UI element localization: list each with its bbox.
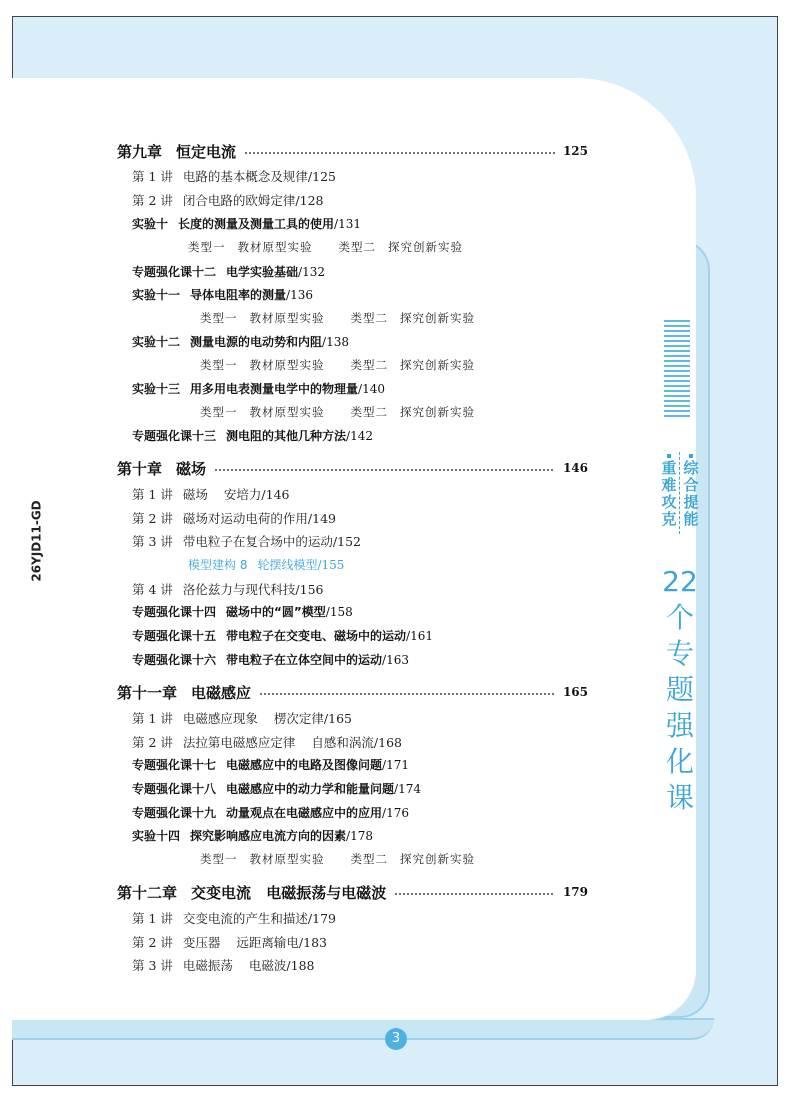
- chapter-page: 165: [562, 685, 588, 699]
- toc-entry[interactable]: [132, 956, 315, 974]
- entry-label: 模型建构 8: [188, 558, 248, 572]
- toc-entry[interactable]: [132, 651, 409, 668]
- side-char: 克: [661, 510, 677, 528]
- type-label: 类型二: [350, 405, 388, 419]
- type-label: 类型一: [200, 311, 238, 325]
- entry-label: 专题强化课十六: [132, 653, 217, 667]
- entry-label: 第 1 讲: [132, 487, 173, 502]
- big-title-char: 题: [665, 673, 694, 706]
- page-number: 3: [385, 1028, 407, 1050]
- entry-page: /171: [382, 758, 409, 772]
- toc-entry[interactable]: [132, 709, 352, 727]
- toc-entry[interactable]: [132, 756, 409, 773]
- entry-title: 动量观点在电磁感应中的应用: [226, 806, 383, 820]
- chapter-number: 第九章: [117, 142, 163, 161]
- leader-dots: [214, 469, 555, 471]
- side-char: 综: [683, 459, 699, 477]
- entry-label: 实验十一: [132, 288, 181, 302]
- toc-entry[interactable]: [132, 215, 361, 232]
- chapter-title: 恒定电流: [176, 142, 237, 161]
- toc-entry[interactable]: [132, 485, 290, 503]
- type-line: [200, 357, 475, 373]
- side-char: 能: [683, 510, 699, 528]
- toc-entry[interactable]: [132, 263, 325, 280]
- entry-page: /176: [382, 806, 409, 820]
- chapter-number: 第十一章: [117, 683, 178, 702]
- toc-entry[interactable]: [132, 909, 336, 927]
- toc-entry[interactable]: [132, 286, 313, 303]
- entry-title: 电磁波/188: [248, 958, 315, 973]
- type-name: 探究创新实验: [400, 311, 475, 325]
- type-label: 类型一: [200, 852, 238, 866]
- entry-label: 第 3 讲: [132, 958, 173, 973]
- side-char: 重: [661, 459, 677, 477]
- entry-page: /161: [406, 629, 433, 643]
- type-name: 教材原型实验: [249, 852, 325, 866]
- toc-entry[interactable]: [132, 580, 323, 598]
- entry-label: 专题强化课十八: [132, 782, 217, 796]
- type-name: 探究创新实验: [400, 358, 475, 372]
- toc-entry[interactable]: [132, 733, 402, 751]
- toc-entry[interactable]: [132, 804, 409, 821]
- entry-page: /131: [334, 217, 361, 231]
- type-line: [200, 404, 475, 420]
- entry-title: 电磁感应现象: [182, 711, 258, 726]
- entry-label: 专题强化课十五: [132, 629, 217, 643]
- side-char: 攻: [661, 493, 677, 511]
- entry-page: /174: [394, 782, 421, 796]
- entry-label: 实验十: [132, 217, 169, 231]
- entry-label: 专题强化课十三: [132, 429, 217, 443]
- big-title-char: 个: [665, 601, 694, 634]
- entry-label: 第 1 讲: [132, 911, 173, 926]
- side-code: [26, 496, 48, 586]
- entry-label: 第 3 讲: [132, 534, 173, 549]
- toc-entry[interactable]: [132, 627, 433, 644]
- toc-entry[interactable]: [132, 827, 373, 844]
- entry-title: 磁场中的“圆”模型: [226, 605, 326, 619]
- chapter-number: 第十章: [117, 459, 163, 478]
- side-code-text: 26YJD11-GD: [30, 500, 44, 582]
- entry-page: /138: [322, 335, 349, 349]
- entry-title: 法拉第电磁感应定律: [182, 735, 296, 750]
- chapter-page: 146: [562, 461, 588, 475]
- chapter-title: 磁场: [176, 459, 207, 478]
- entry-page: /163: [382, 653, 409, 667]
- entry-label: 第 2 讲: [132, 193, 173, 208]
- entry-title: 测量电源的电动势和内阻: [190, 335, 323, 349]
- type-label: 类型一: [200, 358, 238, 372]
- entry-title: 电磁感应中的动力学和能量问题: [226, 782, 395, 796]
- entry-page: /136: [286, 288, 313, 302]
- side-char: 合: [683, 476, 699, 494]
- chapter-heading[interactable]: [117, 681, 588, 703]
- entry-title: 用多用电表测量电学中的物理量: [190, 382, 359, 396]
- chapter-page: 125: [562, 144, 588, 158]
- entry-title: 电路的基本概念及规律/125: [182, 169, 336, 184]
- entry-label: 第 1 讲: [132, 169, 173, 184]
- entry-label: 实验十四: [132, 829, 181, 843]
- entry-label: 第 4 讲: [132, 582, 173, 597]
- toc-entry[interactable]: [132, 603, 353, 620]
- entry-title: 磁场: [182, 487, 208, 502]
- type-line: [200, 851, 475, 867]
- entry-title: 安培力/146: [223, 487, 290, 502]
- toc-entry[interactable]: [132, 509, 336, 527]
- entry-page: /132: [298, 265, 325, 279]
- entry-title: 洛伦兹力与现代科技/156: [182, 582, 324, 597]
- chapter-page: 179: [562, 885, 588, 899]
- toc-entry[interactable]: [132, 427, 373, 444]
- type-name: 教材原型实验: [237, 240, 313, 254]
- leader-dots: [394, 893, 555, 895]
- entry-title: 长度的测量及测量工具的使用: [178, 217, 335, 231]
- entry-page: /142: [346, 429, 373, 443]
- entry-title: 变压器: [182, 935, 221, 950]
- entry-title: 测电阻的其他几种方法: [226, 429, 347, 443]
- type-name: 教材原型实验: [249, 405, 325, 419]
- entry-title: 轮摆线模型: [257, 558, 318, 572]
- entry-page: /158: [325, 605, 353, 619]
- type-label: 类型二: [350, 311, 388, 325]
- entry-title: 导体电阻率的测量: [190, 288, 287, 302]
- toc-entry[interactable]: [132, 333, 349, 350]
- type-name: 教材原型实验: [249, 358, 325, 372]
- entry-label: 专题强化课十七: [132, 758, 217, 772]
- toc-entry[interactable]: [132, 380, 385, 397]
- side-divider: [679, 452, 680, 534]
- entry-title: 自感和涡流/168: [311, 735, 402, 750]
- type-label: 类型一: [188, 240, 226, 254]
- entry-page: /140: [358, 382, 385, 396]
- toc-entry[interactable]: [132, 191, 323, 209]
- entry-label: 第 2 讲: [132, 935, 173, 950]
- type-label: 类型二: [350, 852, 388, 866]
- type-name: 探究创新实验: [400, 405, 475, 419]
- type-name: 探究创新实验: [400, 852, 475, 866]
- entry-title: 楞次定律/165: [273, 711, 352, 726]
- type-line: [188, 239, 463, 255]
- entry-title: 探究影响感应电流方向的因素: [190, 829, 347, 843]
- entry-title: 磁场对运动电荷的作用/149: [182, 511, 336, 526]
- toc-entry[interactable]: [132, 167, 336, 185]
- entry-label: 实验十二: [132, 335, 181, 349]
- entry-page: /155: [317, 558, 345, 572]
- big-title-char: 22: [662, 565, 698, 598]
- entry-label: 第 2 讲: [132, 735, 173, 750]
- toc-entry[interactable]: [132, 780, 421, 797]
- leader-dots: [244, 152, 555, 154]
- big-side-title: [658, 564, 702, 816]
- entry-label: 专题强化课十九: [132, 806, 217, 820]
- chapter-heading[interactable]: [117, 140, 588, 162]
- chapter-heading[interactable]: [117, 881, 588, 903]
- type-label: 类型二: [350, 358, 388, 372]
- entry-label: 专题强化课十四: [132, 605, 217, 619]
- chapter-number: 第十二章: [117, 883, 178, 902]
- toc-entry-model[interactable]: [188, 556, 344, 573]
- entry-label: 专题强化课十二: [132, 265, 217, 279]
- type-label: 类型二: [338, 240, 376, 254]
- entry-label: 第 1 讲: [132, 711, 173, 726]
- big-title-char: 课: [665, 781, 694, 814]
- big-title-char: 化: [665, 745, 694, 778]
- type-name: 探究创新实验: [388, 240, 463, 254]
- leader-dots: [259, 693, 555, 695]
- stripe-decoration: [664, 320, 690, 420]
- big-title-char: 强: [665, 709, 694, 742]
- side-char: 难: [661, 476, 677, 494]
- entry-title: 带电粒子在复合场中的运动/152: [182, 534, 361, 549]
- entry-title: 带电粒子在交变电、磁场中的运动: [226, 629, 407, 643]
- entry-page: /178: [346, 829, 373, 843]
- side-label-left: [659, 446, 679, 528]
- type-name: 教材原型实验: [249, 311, 325, 325]
- chapter-heading[interactable]: [117, 457, 588, 479]
- entry-title: 带电粒子在立体空间中的运动: [226, 653, 383, 667]
- toc-entry[interactable]: [132, 933, 327, 951]
- entry-label: 实验十三: [132, 382, 181, 396]
- entry-title: 电学实验基础: [226, 265, 299, 279]
- side-label-right: [681, 446, 701, 528]
- entry-title: 远距离输电/183: [236, 935, 327, 950]
- entry-title: 闭合电路的欧姆定律/128: [182, 193, 324, 208]
- entry-title: 交变电流的产生和描述/179: [182, 911, 336, 926]
- toc-entry[interactable]: [132, 532, 361, 550]
- side-char: 提: [683, 493, 699, 511]
- bottom-band: [12, 1018, 714, 1040]
- type-label: 类型一: [200, 405, 238, 419]
- chapter-title: 交变电流 电磁振荡与电磁波: [191, 883, 387, 902]
- chapter-title: 电磁感应: [191, 683, 252, 702]
- entry-title: 电磁振荡: [182, 958, 233, 973]
- entry-label: 第 2 讲: [132, 511, 173, 526]
- big-title-char: 专: [665, 637, 694, 670]
- entry-title: 电磁感应中的电路及图像问题: [226, 758, 383, 772]
- type-line: [200, 310, 475, 326]
